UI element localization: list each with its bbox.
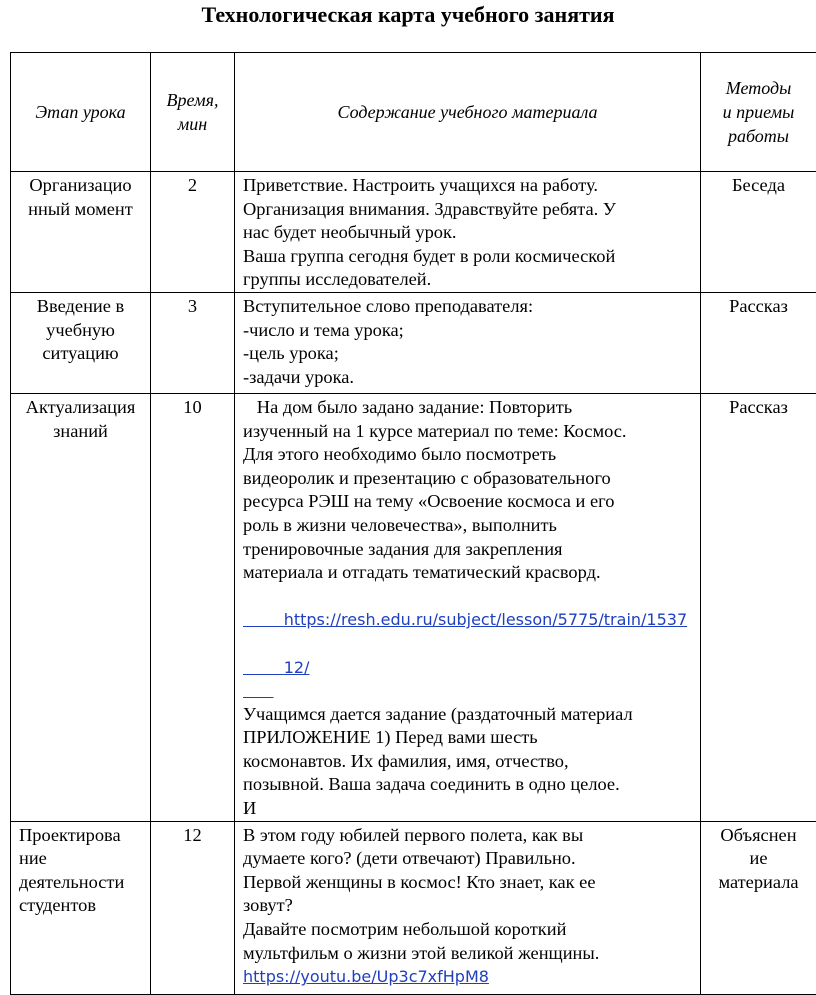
header-line: и приемы bbox=[701, 100, 816, 124]
content-line: Первой женщины в космос! Кто знает, как ее bbox=[243, 871, 696, 895]
content-line: -задачи урока. bbox=[243, 366, 696, 390]
stage-cell bbox=[11, 393, 151, 821]
method-cell bbox=[701, 172, 816, 293]
content-line: -цель урока; bbox=[243, 342, 696, 366]
header-line: Содержание учебного материала bbox=[235, 100, 700, 124]
content-line: На дом было задано задание: Повторить bbox=[243, 396, 696, 420]
stage-cell bbox=[11, 292, 151, 393]
content-cell bbox=[235, 172, 701, 293]
time-cell: 12 bbox=[151, 821, 235, 994]
stage-line: учебную bbox=[11, 319, 150, 343]
stage-line: студентов bbox=[19, 894, 150, 918]
content-line: ресурса РЭШ на тему «Освоение космоса и его bbox=[243, 490, 696, 514]
content-line: Ваша группа сегодня будет в роли космической bbox=[243, 245, 696, 269]
content-line: Вступительное слово преподавателя: bbox=[243, 295, 696, 319]
header-content bbox=[235, 53, 701, 172]
content-line: Организация внимания. Здравствуйте ребята. У bbox=[243, 198, 696, 222]
stage-cell bbox=[11, 821, 151, 994]
content-line: позывной. Ваша задача соединить в одно целое. bbox=[243, 773, 696, 797]
method-cell bbox=[701, 292, 816, 393]
content-line: Для этого необходимо было посмотреть bbox=[243, 443, 696, 467]
content-line: думаете кого? (дети отвечают) Правильно. bbox=[243, 847, 696, 871]
lesson-plan-table bbox=[10, 52, 816, 995]
method-line: материала bbox=[701, 871, 816, 895]
header-time bbox=[151, 53, 235, 172]
content-line: материала и отгадать тематический красворд. bbox=[243, 561, 696, 585]
content-line: Давайте посмотрим небольшой короткий bbox=[243, 918, 696, 942]
link-line[interactable]: https://resh.edu.ru/subject/lesson/5775/train/1537 bbox=[284, 610, 687, 629]
link-line[interactable]: 12/ bbox=[284, 658, 310, 677]
youtube-link[interactable]: https://youtu.be/Up3c7xfHpM8 bbox=[243, 965, 696, 989]
method-line: Объяснен bbox=[701, 824, 816, 848]
content-line: -число и тема урока; bbox=[243, 319, 696, 343]
content-line: И bbox=[243, 797, 696, 821]
table-row bbox=[11, 393, 816, 821]
stage-line: Введение в bbox=[11, 295, 150, 319]
header-line: Этап урока bbox=[11, 100, 150, 124]
content-line: В этом году юбилей первого полета, как вы bbox=[243, 824, 696, 848]
stage-line: Проектирова bbox=[19, 824, 150, 848]
method-line: Рассказ bbox=[701, 396, 816, 420]
content-line: зовут? bbox=[243, 894, 696, 918]
stage-line: знаний bbox=[11, 420, 150, 444]
time-cell: 10 bbox=[151, 393, 235, 821]
stage-line: нный момент bbox=[11, 198, 150, 222]
header-methods bbox=[701, 53, 816, 172]
resh-lesson-link[interactable] bbox=[243, 585, 696, 703]
stage-line: ние bbox=[19, 847, 150, 871]
page-title: Технологическая карта учебного занятия bbox=[0, 2, 816, 28]
method-cell bbox=[701, 393, 816, 821]
content-line: нас будет необычный урок. bbox=[243, 221, 696, 245]
time-cell: 3 bbox=[151, 292, 235, 393]
method-line: Беседа bbox=[701, 174, 816, 198]
content-line: группы исследователей. bbox=[243, 268, 696, 292]
content-line: роль в жизни человечества», выполнить bbox=[243, 514, 696, 538]
method-line: ие bbox=[701, 847, 816, 871]
header-stage bbox=[11, 53, 151, 172]
stage-cell bbox=[11, 172, 151, 293]
content-cell bbox=[235, 393, 701, 821]
content-line: космонавтов. Их фамилия, имя, отчество, bbox=[243, 750, 696, 774]
header-line: работы bbox=[701, 124, 816, 148]
method-line: Рассказ bbox=[701, 295, 816, 319]
header-line: мин bbox=[151, 112, 234, 136]
method-cell bbox=[701, 821, 816, 994]
content-cell bbox=[235, 821, 701, 994]
table-row bbox=[11, 821, 816, 994]
content-line: изученный на 1 курсе материал по теме: Космос. bbox=[243, 420, 696, 444]
content-cell bbox=[235, 292, 701, 393]
content-line: Учащимся дается задание (раздаточный материал bbox=[243, 703, 696, 727]
table-header-row bbox=[11, 53, 816, 172]
stage-line: Актуализация bbox=[11, 396, 150, 420]
table-row bbox=[11, 292, 816, 393]
content-line: тренировочные задания для закрепления bbox=[243, 538, 696, 562]
content-line: видеоролик и презентацию с образовательного bbox=[243, 467, 696, 491]
header-line: Время, bbox=[151, 88, 234, 112]
content-line: ПРИЛОЖЕНИЕ 1) Перед вами шесть bbox=[243, 726, 696, 750]
content-line: мультфильм о жизни этой великой женщины. bbox=[243, 942, 696, 966]
stage-line: Организацио bbox=[11, 174, 150, 198]
stage-line: ситуацию bbox=[11, 342, 150, 366]
header-line: Методы bbox=[701, 76, 816, 100]
stage-line: деятельности bbox=[19, 871, 150, 895]
content-line: Приветствие. Настроить учащихся на работу. bbox=[243, 174, 696, 198]
time-cell: 2 bbox=[151, 172, 235, 293]
table-row bbox=[11, 172, 816, 293]
